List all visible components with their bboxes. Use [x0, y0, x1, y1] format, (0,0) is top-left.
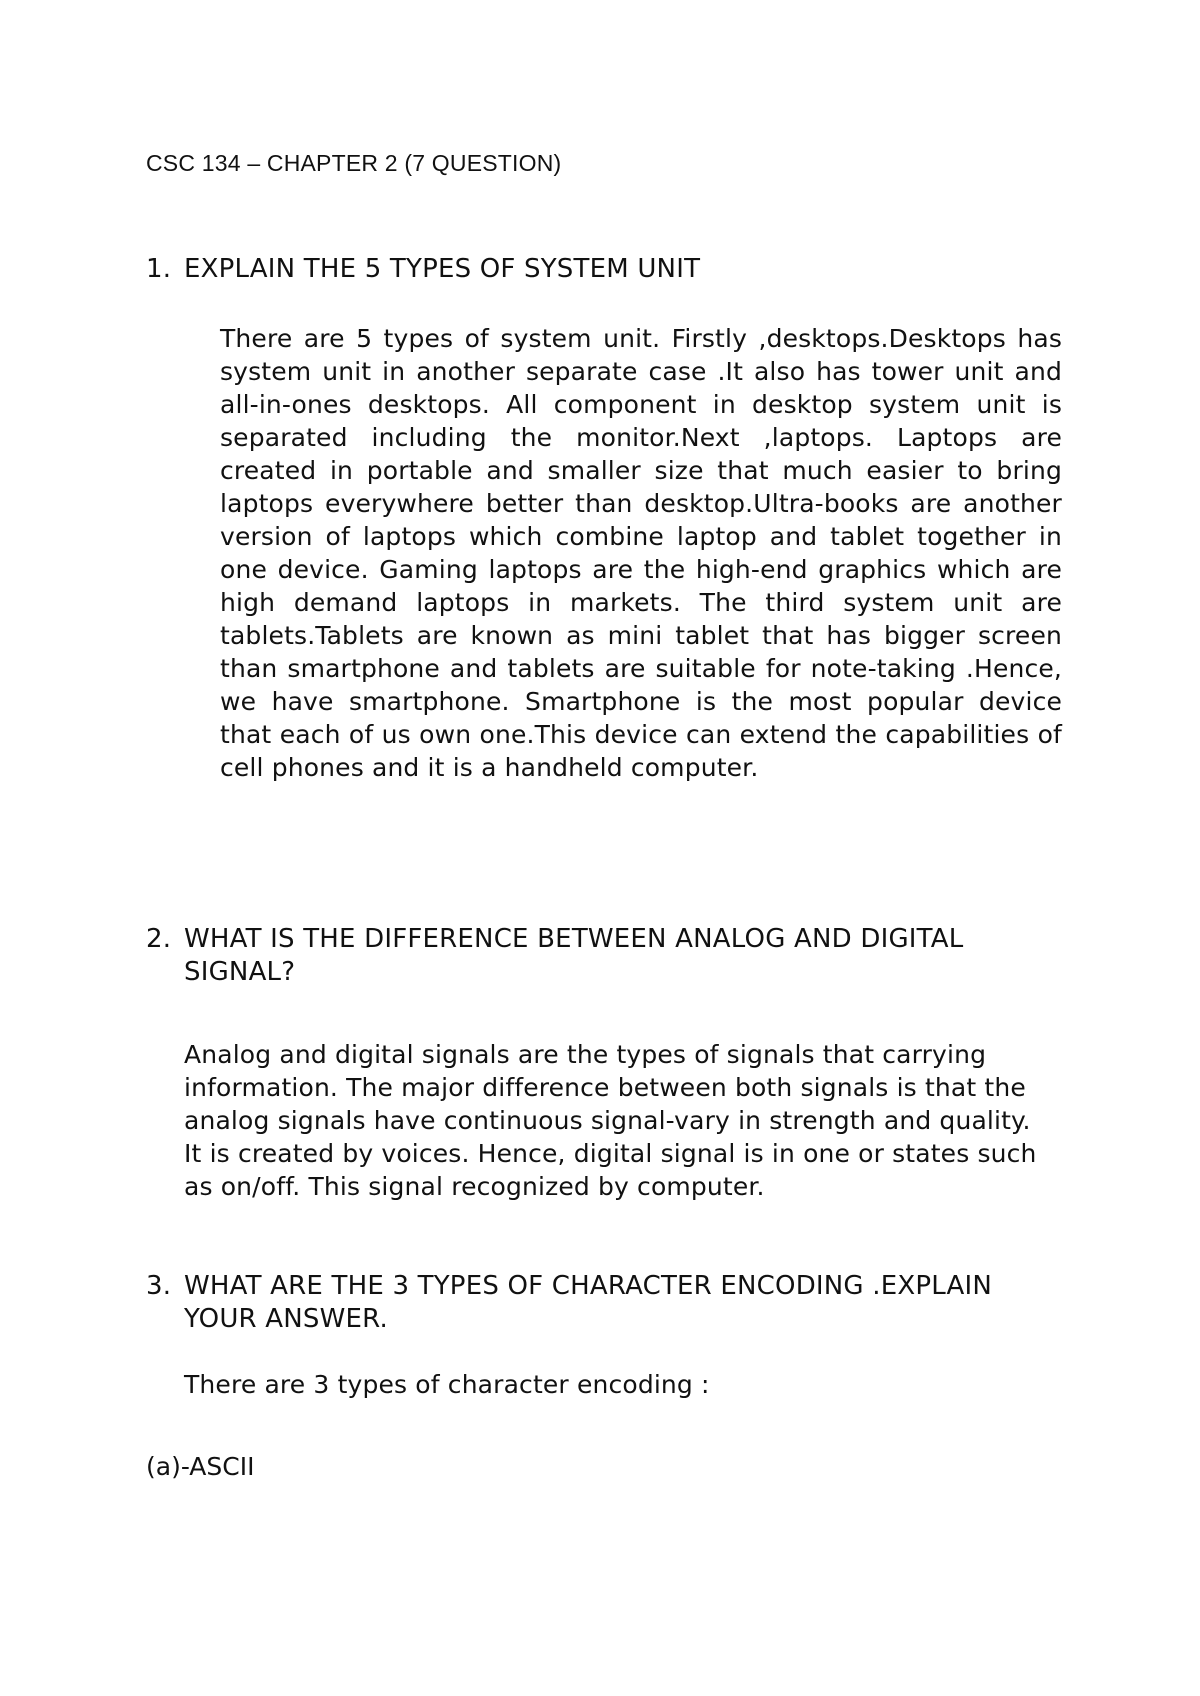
document-header: CSC 134 – CHAPTER 2 (7 QUESTION)	[146, 150, 562, 176]
answer-2: Analog and digital signals are the types of signals that carrying information. The major difference between both signals is that the analog signals have continuous signal-vary in strength and quality. It is created by voices. Hence, digital signal is in one or states such as on/off. This signal recognized by computer.	[184, 1040, 1037, 1201]
question-number: 2.	[146, 924, 172, 954]
question-number: 3.	[146, 1271, 172, 1301]
question-number: 1.	[146, 254, 172, 284]
answer-3: There are 3 types of character encoding :	[184, 1370, 710, 1399]
question-2	[146, 923, 1062, 989]
question-title: EXPLAIN THE 5 TYPES OF SYSTEM UNIT	[184, 254, 701, 284]
question-title: WHAT ARE THE 3 TYPES OF CHARACTER ENCODING .EXPLAIN YOUR ANSWER.	[184, 1271, 993, 1334]
question-1	[146, 253, 1062, 286]
question-title: WHAT IS THE DIFFERENCE BETWEEN ANALOG AND DIGITAL SIGNAL?	[184, 924, 964, 987]
subitem-ascii: (a)-ASCII	[146, 1452, 255, 1481]
answer-1: There are 5 types of system unit. Firstly ,desktops.Desktops has system unit in another separate case .It also has tower unit and all-in-ones desktops. All component in desktop system unit is separated including the monitor.Next ,laptops. Laptops are created in portable and smaller size that much easier to bring laptops everywhere better than desktop.Ultra-books are another version of laptops which combine laptop and tablet together in one device. Gaming laptops are the high-end graphics which are high demand laptops in markets. The third system unit are tablets.Tablets are known as mini tablet that has bigger screen than smartphone and tablets are suitable for note-taking .Hence, we have smartphone. Smartphone is the most popular device that each of us own one.This device can extend the capabilities of cell phones and it is a handheld computer.	[220, 324, 1062, 782]
question-3	[146, 1270, 1062, 1336]
